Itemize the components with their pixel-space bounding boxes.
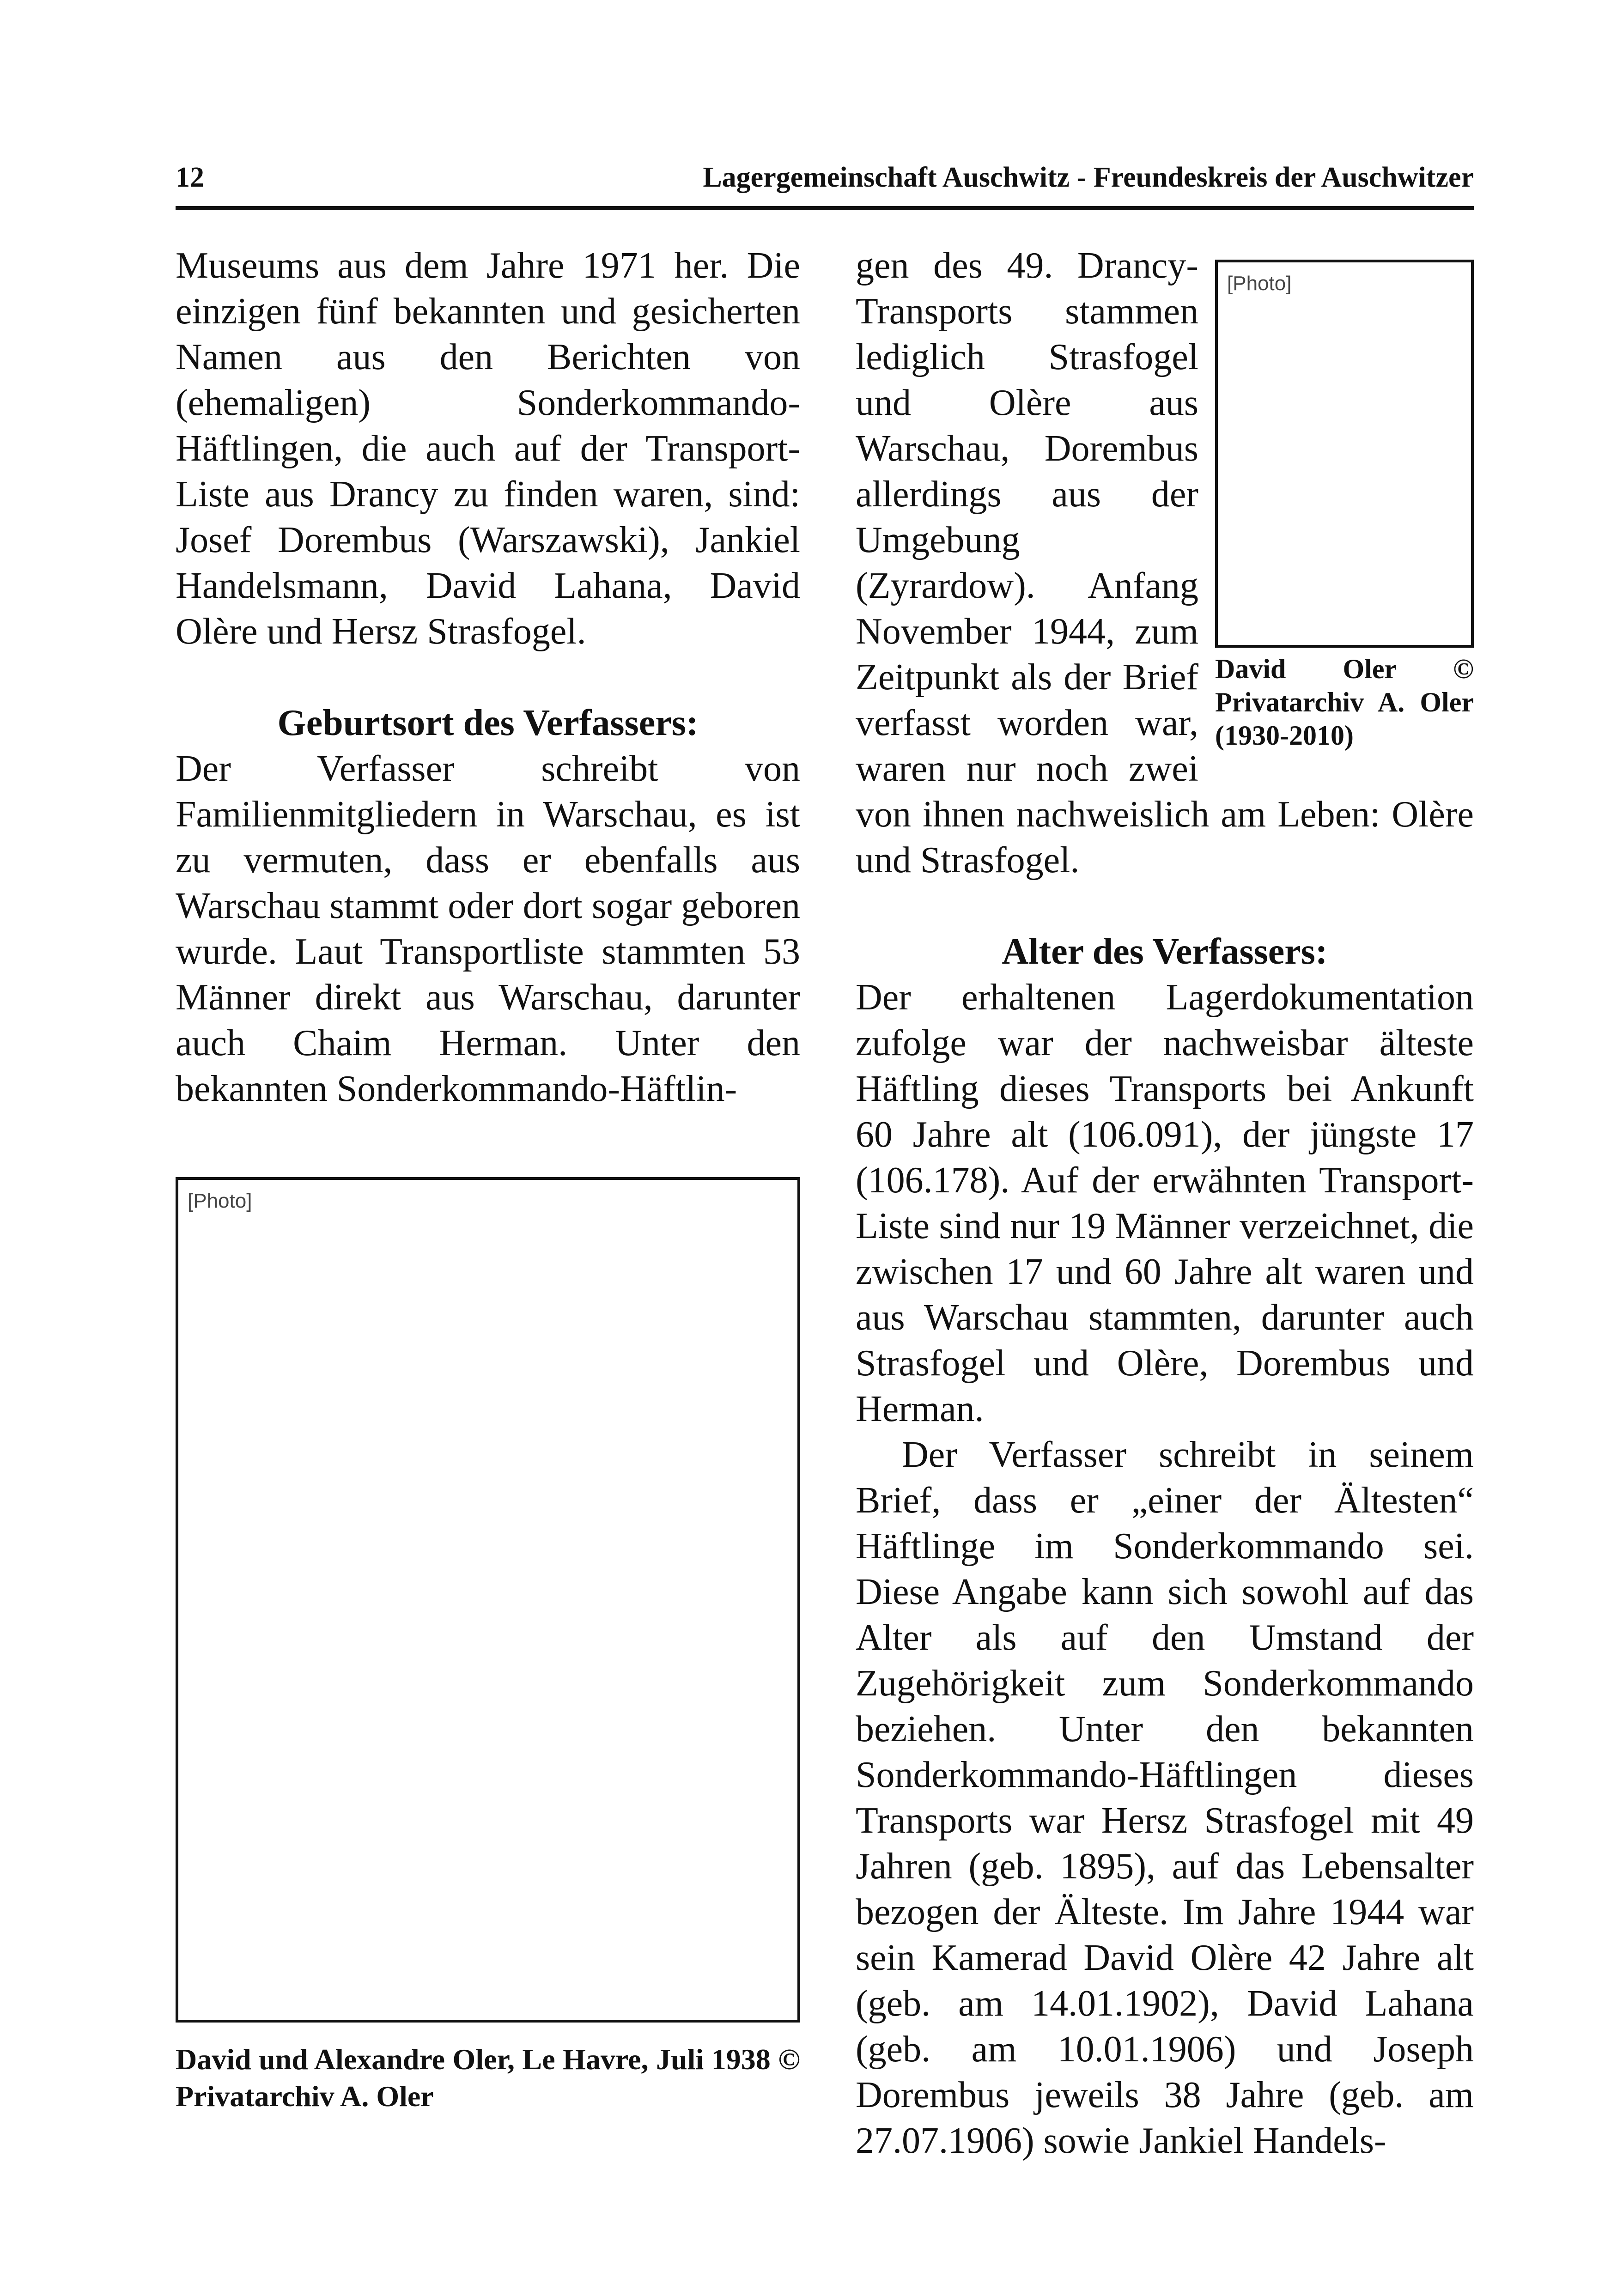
photo-caption-le-havre: David und Alexandre Oler, Le Havre, Juli 1938 © Privatarchiv A. Oler (176, 2043, 800, 2113)
left-column (176, 243, 800, 1112)
right-paragraph-2: Der erhaltenen Lagerdokumentation zufolge war der nachweisbar älteste Häftling dieses Transports bei Ankunft 60 Jahre alt (106.091), der jüngste 17 (106.178). Auf der erwähnten Transport-Liste sind nur 19 Männer verzeichnet, die zwischen 17 und 60 Jahre alt waren und aus Warschau stammten, darunter auch Strasfogel und Olère, Dorembus und Herman. (856, 977, 1474, 1429)
right-paragraph-1: gen des 49. Drancy-Transports stammen lediglich Strasfogel und Olère aus Warschau, Dorembus allerdings aus der Umgebung (Zyrardow). Anfang November 1944, zum Zeitpunkt als der Brief verfasst worden war, waren nur noch zwei von ihnen nachweislich am Leben: Olère und Strasfogel. (856, 245, 1474, 881)
left-paragraph-1: Museums aus dem Jahre 1971 her. Die einzigen fünf bekannten und gesicherten Namen aus den Berichten von (ehemaligen) Sonderkommando-Häftlingen, die auch auf der Transport-Liste aus Drancy zu finden waren, sind: Josef Dorembus (Warszawski), Jankiel Handelsmann, David Lahana, David Olère und Hersz Strasfogel. (176, 245, 800, 652)
left-paragraph-2: Der Verfasser schreibt von Familienmitgliedern in Warschau, es ist zu vermuten, dass er ebenfalls aus Warschau stammt oder dort sogar geboren wurde. Laut Transportliste stammten 53 Männer direkt aus Warschau, darunter auch Chaim Herman. Unter den bekannten Sonderkommando-Häftlin- (176, 748, 800, 1109)
photo-david-alexandre-le-havre (176, 1177, 800, 2023)
right-column (856, 243, 1474, 2164)
photo-caption-portrait: David Oler © Privatarchiv A. Oler (1930-2010) (1215, 654, 1474, 751)
section-heading-birthplace: Geburtsort des Verfassers: (277, 703, 699, 743)
paragraph-gap (176, 655, 800, 700)
running-header (176, 161, 1474, 194)
photo-placeholder-label: [Photo] (1227, 272, 1292, 295)
photo-placeholder-label: [Photo] (188, 1190, 252, 1212)
running-title: Lagergemeinschaft Auschwitz - Freundeskreis der Auschwitzer (703, 162, 1474, 193)
photo-portrait-david-oler (1215, 260, 1474, 648)
section-heading-age: Alter des Verfassers: (1002, 931, 1328, 972)
page-number: 12 (176, 162, 204, 193)
right-paragraph-3: Der Verfasser schreibt in seinem Brief, dass er „einer der Ältesten“ Häftlinge im Sonderkommando sei. Diese Angabe kann sich sowohl auf das Alter als auf den Umstand der Zugehörigkeit zum Sonderkommando beziehen. Unter den bekannten Sonderkommando-Häftlingen dieses Transports war Hersz Strasfogel mit 49 Jahren (geb. 1895), auf das Lebensalter bezogen der Älteste. Im Jahre 1944 war sein Kamerad David Olère 42 Jahre alt (geb. am 14.01.1902), David Lahana (geb. am 10.01.1906) und Joseph Dorembus jeweils 38 Jahre (geb. am 27.07.1906) sowie Jankiel Handels- (856, 1434, 1474, 2161)
header-rule (176, 206, 1474, 210)
paragraph-gap (856, 883, 1474, 929)
